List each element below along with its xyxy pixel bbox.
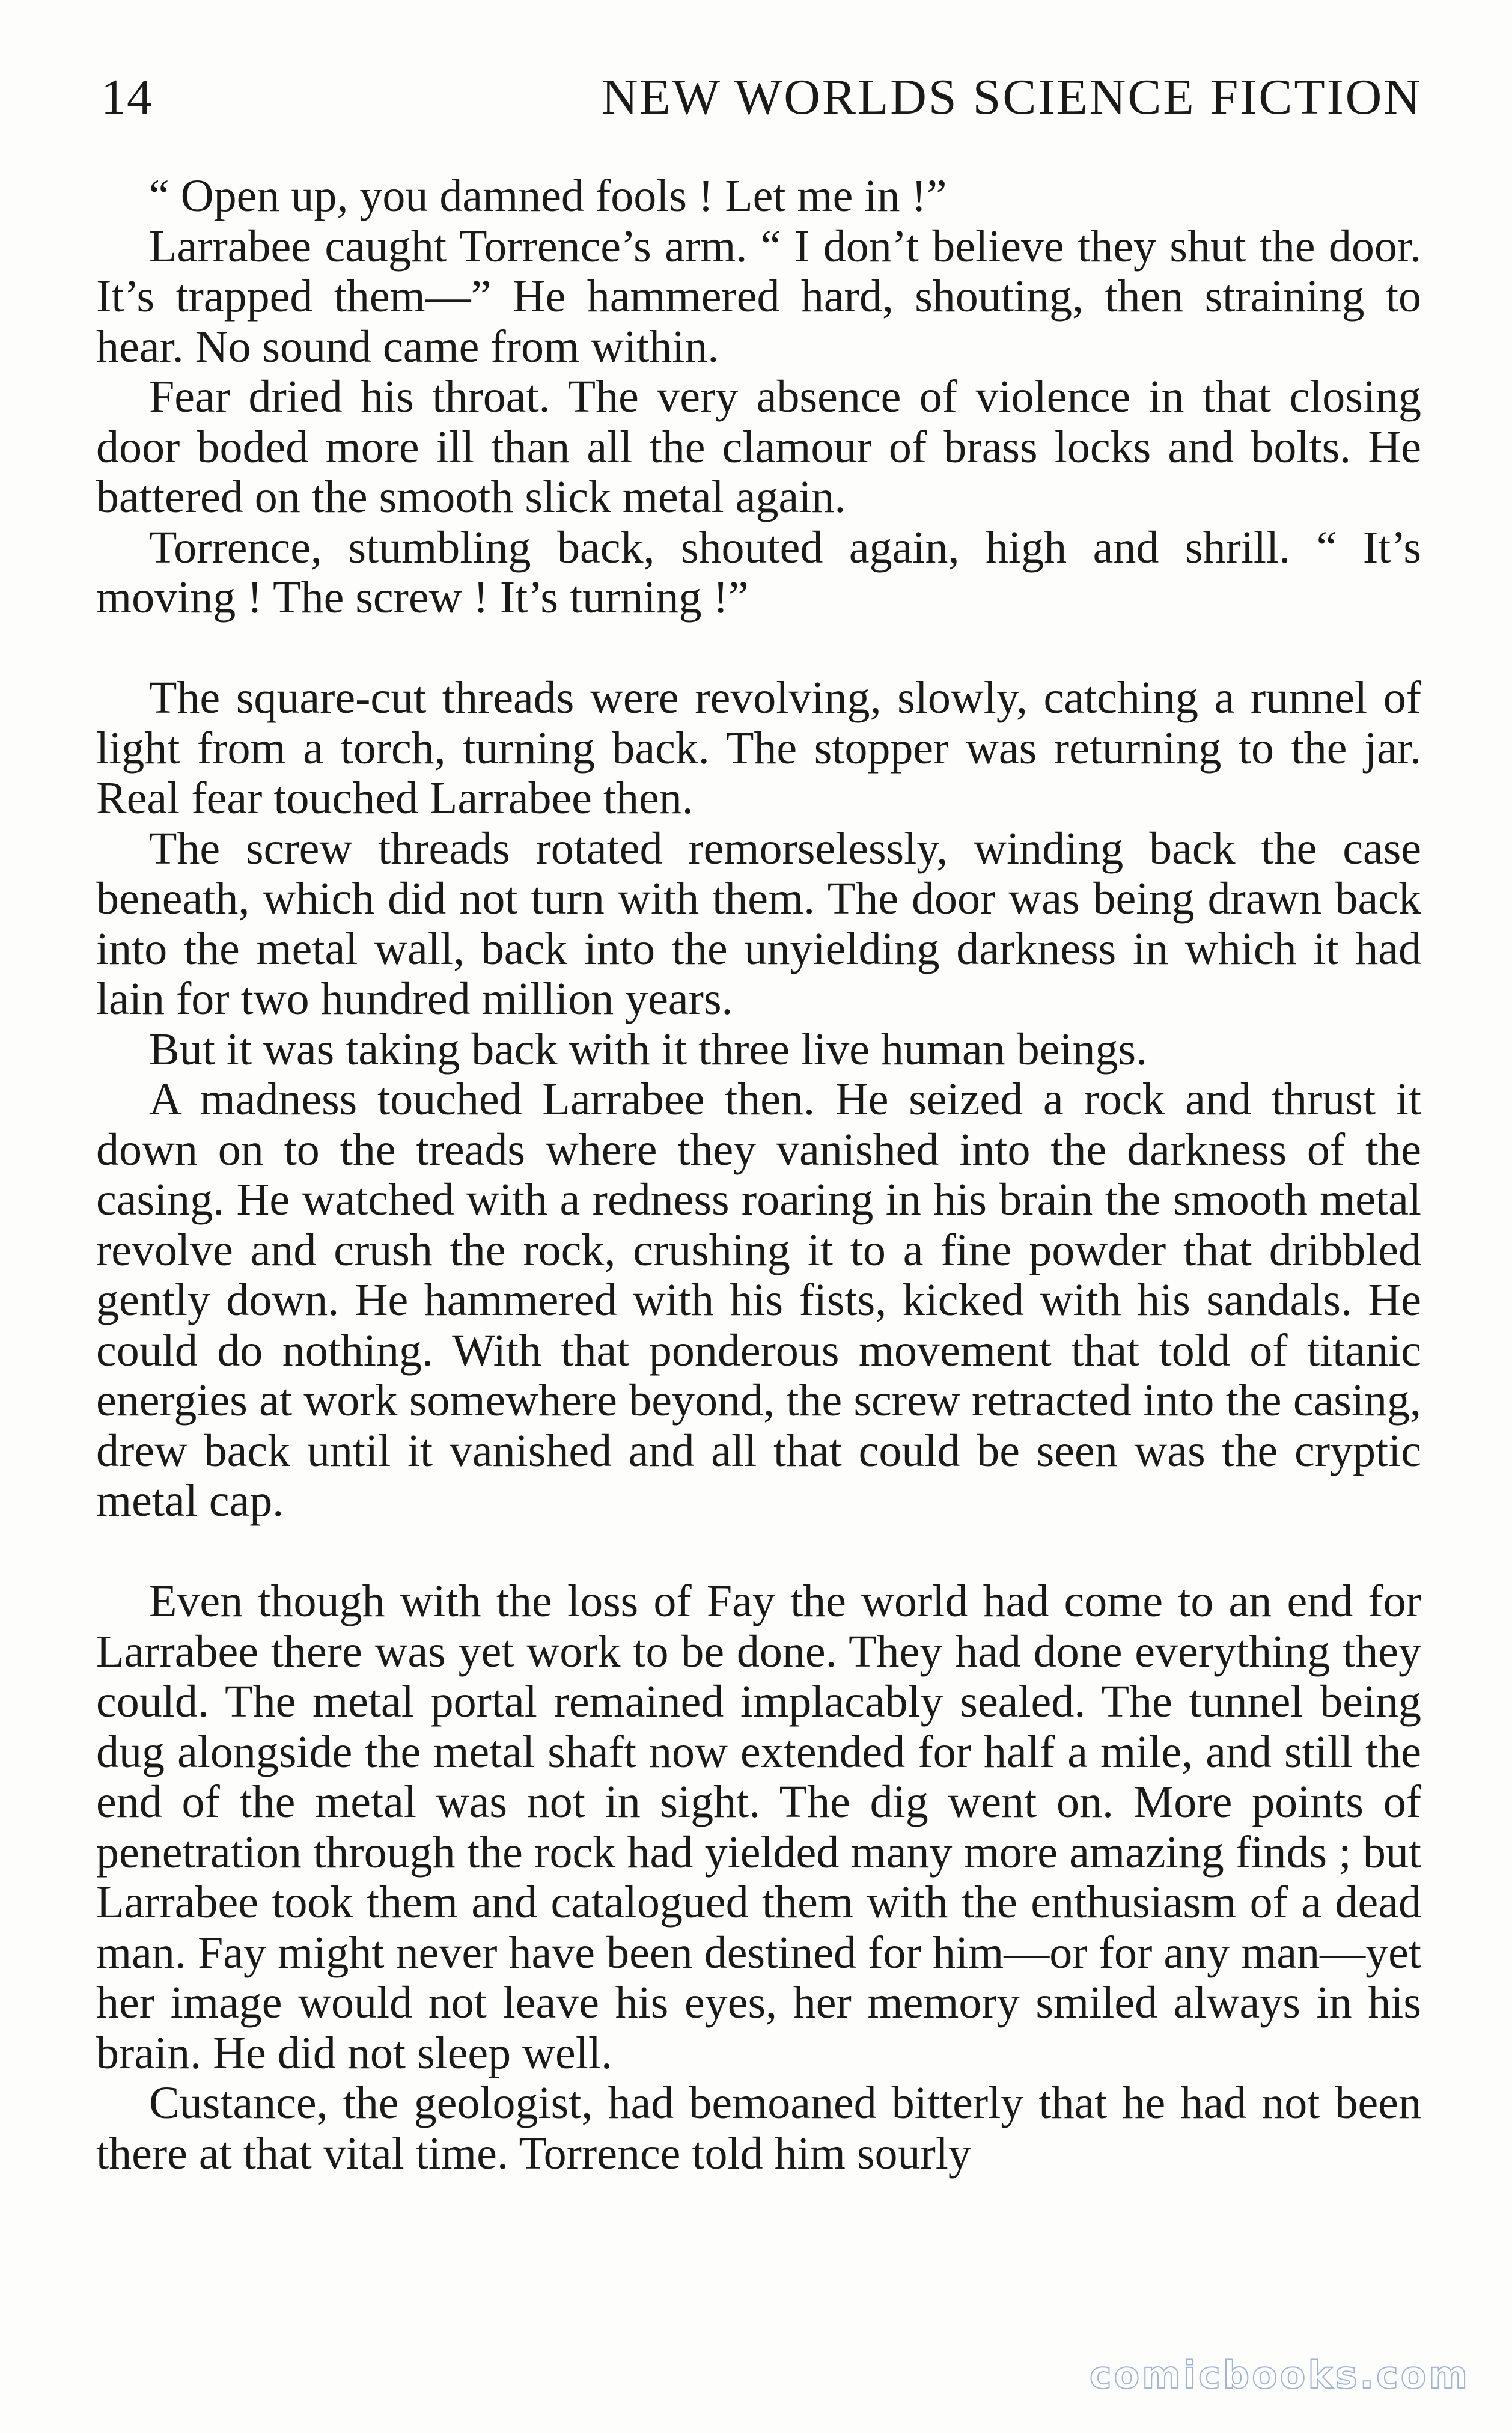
paragraph: Even though with the loss of Fay the world had come to an end for Larrabee there was yet work to be done. They had done everything they could. The metal portal remained implacably sealed. The tunnel being dug alongside the metal shaft now extended for half a mile, and still the end of the metal was not in sight. The dig went on. More points of penetration through the rock had yielded many more amazing finds ; but Larrabee took them and catalogued them with the enthusiasm of a dead man. Fay might never have been destined for him—or for any man—yet her image would not leave his eyes, her memory smiled always in his brain. He did not sleep well.: [96, 1576, 1421, 2078]
page-number: 14: [101, 69, 153, 125]
watermark-logo: comicbooks.com: [1089, 2353, 1470, 2397]
page-header: [101, 67, 1422, 127]
section-break: [96, 1527, 1421, 1577]
section-break: [96, 623, 1421, 674]
paragraph: Larrabee caught Torrence’s arm. “ I don’t believe they shut the door. It’s trapped them—” He hammered hard, shouting, then straining to hear. No sound came from within.: [96, 221, 1421, 372]
paragraph: A madness touched Larrabee then. He seized a rock and thrust it down on to the treads where they vanished into the darkness of the casing. He watched with a redness roaring in his brain the smooth metal revolve and crush the rock, crushing it to a fine powder that dribbled gently down. He hammered with his fists, kicked with his sandals. He could do nothing. With that ponderous movement that told of titanic energies at work somewhere beyond, the screw retracted into the casing, drew back until it vanished and all that could be seen was the cryptic metal cap.: [96, 1074, 1421, 1526]
paragraph: The screw threads rotated remorselessly, winding back the case beneath, which did not turn with them. The door was being drawn back into the metal wall, back into the unyielding darkness in which it had lain for two hundred million years.: [96, 823, 1421, 1024]
paragraph: Custance, the geologist, had bemoaned bitterly that he had not been there at that vital time. Torrence told him sourly: [96, 2078, 1421, 2179]
paragraph: But it was taking back with it three live human beings.: [149, 1024, 1148, 1075]
story-text: [96, 171, 1421, 2179]
running-title: NEW WORLDS SCIENCE FICTION: [601, 69, 1422, 125]
paragraph: Fear dried his throat. The very absence of violence in that closing door boded more ill than all the clamour of brass locks and bolts. He battered on the smooth slick metal again.: [96, 371, 1421, 522]
paragraph: “ Open up, you damned fools ! Let me in !”: [149, 171, 947, 221]
paragraph: The square-cut threads were revolving, slowly, catching a runnel of light from a torch, turning back. The stopper was returning to the jar. Real fear touched Larrabee then.: [96, 673, 1421, 823]
paragraph: Torrence, stumbling back, shouted again, high and shrill. “ It’s moving ! The screw ! It’s turning !”: [96, 522, 1421, 623]
